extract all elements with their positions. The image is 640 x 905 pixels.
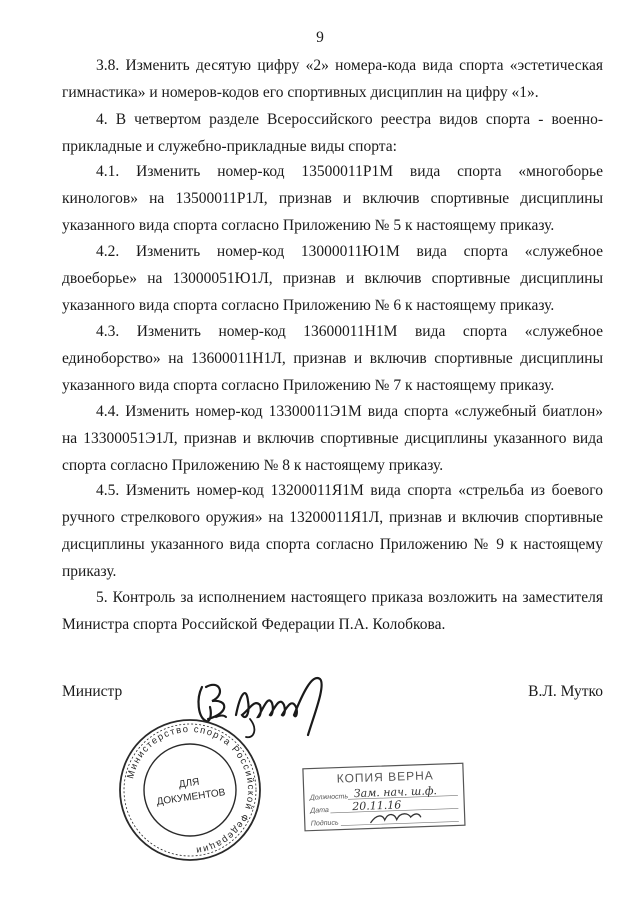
stamp-position-value: Зам. нач. ш.ф. <box>353 784 438 801</box>
seal-ring-text: Министерство спорта Российской Федерации <box>125 723 257 856</box>
stamp-date-value: 20.11.16 <box>352 798 402 814</box>
signatory-name: В.Л. Мутко <box>528 683 603 700</box>
stamp-signature-label: Подпись <box>310 819 339 828</box>
seal-center-line-1: ДЛЯ <box>178 776 201 791</box>
official-seal <box>115 715 265 865</box>
paragraph-4-5: 4.5. Изменить номер-код 13200011Я1М вида спорта «стрельба из боевого ручного стрелкового оружия» на 13200011Я1Л, признав и включив спортивные дисциплины указанного вида спорта согласно Приложению № 9 к настоящему приказу. <box>62 482 603 580</box>
paragraph-4: 4. В четвертом разделе Всероссийского реестра видов спорта - военно-прикладные и служебно-прикладные виды спорта: <box>62 111 603 155</box>
paragraph-5: 5. Контроль за исполнением настоящего приказа возложить на заместителя Министра спорта Российской Федерации П.А. Колобкова. <box>62 589 603 633</box>
stamp-signature-scribble <box>371 813 421 822</box>
paragraph-3-8: 3.8. Изменить десятую цифру «2» номера-кода вида спорта «эстетическая гимнастика» и номеров-кодов его спортивных дисциплин на цифру «1». <box>62 57 603 101</box>
seal-center-line-2: ДОКУМЕНТОВ <box>156 787 227 808</box>
signatory-title: Министр <box>62 683 123 700</box>
stamp-header: КОПИЯ ВЕРНА <box>336 768 435 786</box>
stamp-position-label: Должность <box>309 793 349 802</box>
certified-copy-stamp <box>300 762 470 837</box>
paragraph-4-4: 4.4. Изменить номер-код 13300011Э1М вида спорта «служебный биатлон» на 13300051Э1Л, признав и включив спортивные дисциплины указанного вида спорта согласно Приложению № 8 к настоящему приказу. <box>62 403 603 474</box>
stamp-date-label: Дата <box>310 806 329 815</box>
paragraph-4-3: 4.3. Изменить номер-код 13600011Н1М вида спорта «служебное единоборство» на 13600011Н1Л, признав и включив спортивные дисциплины указанного вида спорта согласно Приложению № 7 к настоящему приказу. <box>62 323 603 394</box>
paragraph-4-1: 4.1. Изменить номер-код 13500011Р1М вида спорта «многоборье кинологов» на 13500011Р1Л, признав и включив спортивные дисциплины указанного вида спорта согласно Приложению № 5 к настоящему приказу. <box>62 163 603 234</box>
paragraph-4-2: 4.2. Изменить номер-код 13000011Ю1М вида спорта «служебное двоеборье» на 13000051Ю1Л, признав и включив спортивные дисциплины указанного вида спорта согласно Приложению № 6 к настоящему приказу. <box>62 243 603 314</box>
page-number: 9 <box>316 29 324 46</box>
